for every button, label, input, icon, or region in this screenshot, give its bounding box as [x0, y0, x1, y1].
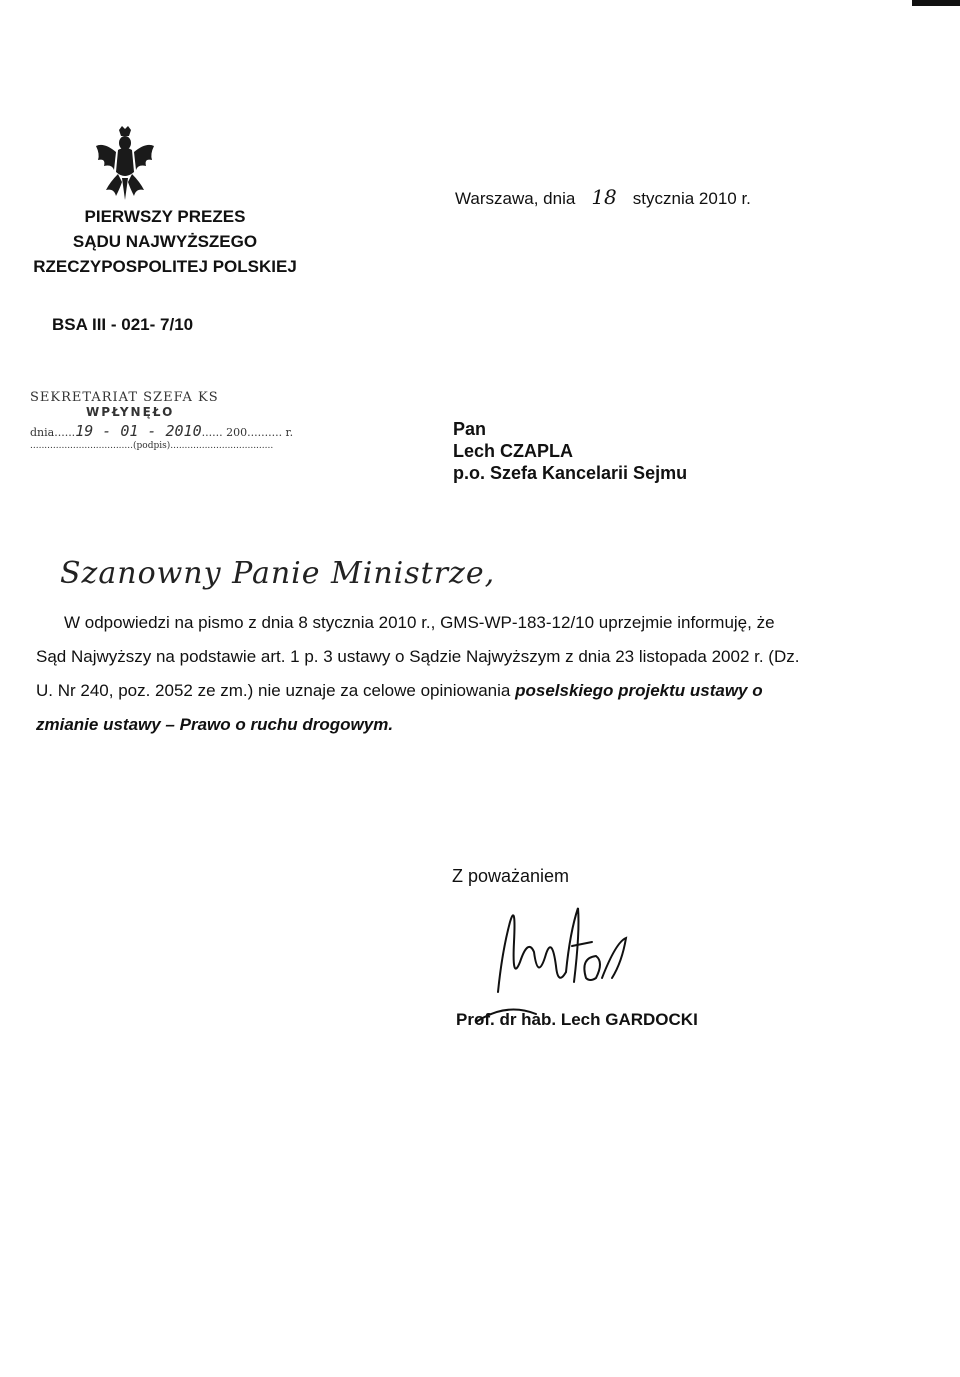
place-date-day: 18 — [591, 185, 617, 209]
place-date — [455, 185, 751, 209]
stamp-date-suffix: ...... 200.......... r. — [201, 426, 294, 439]
recipient-line-2: Lech CZAPLA — [453, 441, 574, 461]
recipient-line-1: Pan — [453, 419, 487, 439]
body-paragraph: W odpowiedzi na pismo z dnia 8 stycznia 2010 r., GMS-WP-183-12/10 uprzejmie informuję, że Sąd Najwyższy na podstawie art. 1 p. 3 ustawy o Sądzie Najwyższym z dnia 23 listopada 2002 r. (Dz. U. Nr 240, poz. 2052 ze zm.) nie uznaje za celowe opiniowania — [36, 613, 800, 700]
eagle-emblem-icon — [92, 124, 158, 204]
corner-mark — [912, 0, 960, 6]
place-date-prefix: Warszawa, dnia — [455, 189, 576, 208]
stamp-signature-label: (podpis) — [133, 441, 171, 451]
stamp-line-1: SEKRETARIAT SZEFA KS — [30, 390, 219, 405]
issuer-line-1: PIERWSZY PREZES — [84, 207, 246, 226]
closing-phrase: Z poważaniem — [452, 866, 570, 886]
place-date-suffix: stycznia 2010 r. — [632, 189, 751, 208]
body-emphasis: poselskiego projektu ustawy o zmianie ustawy – Prawo o ruchu drogowym. — [36, 681, 763, 734]
issuer-block — [0, 204, 330, 279]
stamp-date-handwritten: 19 - 01 - 2010 — [75, 422, 202, 440]
stamp-line-2: WPŁYNĘŁO — [86, 405, 175, 419]
stamp-date — [30, 422, 294, 440]
handwritten-salutation: Szanowny Panie Ministrze, — [60, 556, 496, 591]
stamp-date-prefix: dnia...... — [30, 426, 76, 439]
signer-name: Prof. dr hab. Lech GARDOCKI — [456, 1010, 698, 1029]
issuer-line-2: SĄDU NAJWYŻSZEGO — [72, 232, 258, 251]
recipient-line-3: p.o. Szefa Kancelarii Sejmu — [453, 463, 688, 483]
stamp-signature-line: ....................................(podpis).................................... — [30, 441, 274, 451]
issuer-line-3: RZECZYPOSPOLITEJ POLSKIEJ — [33, 257, 297, 276]
reference-number: BSA III - 021- 7/10 — [52, 315, 194, 334]
receipt-stamp — [30, 390, 294, 451]
recipient-block — [453, 418, 687, 484]
letter-body — [36, 606, 802, 742]
